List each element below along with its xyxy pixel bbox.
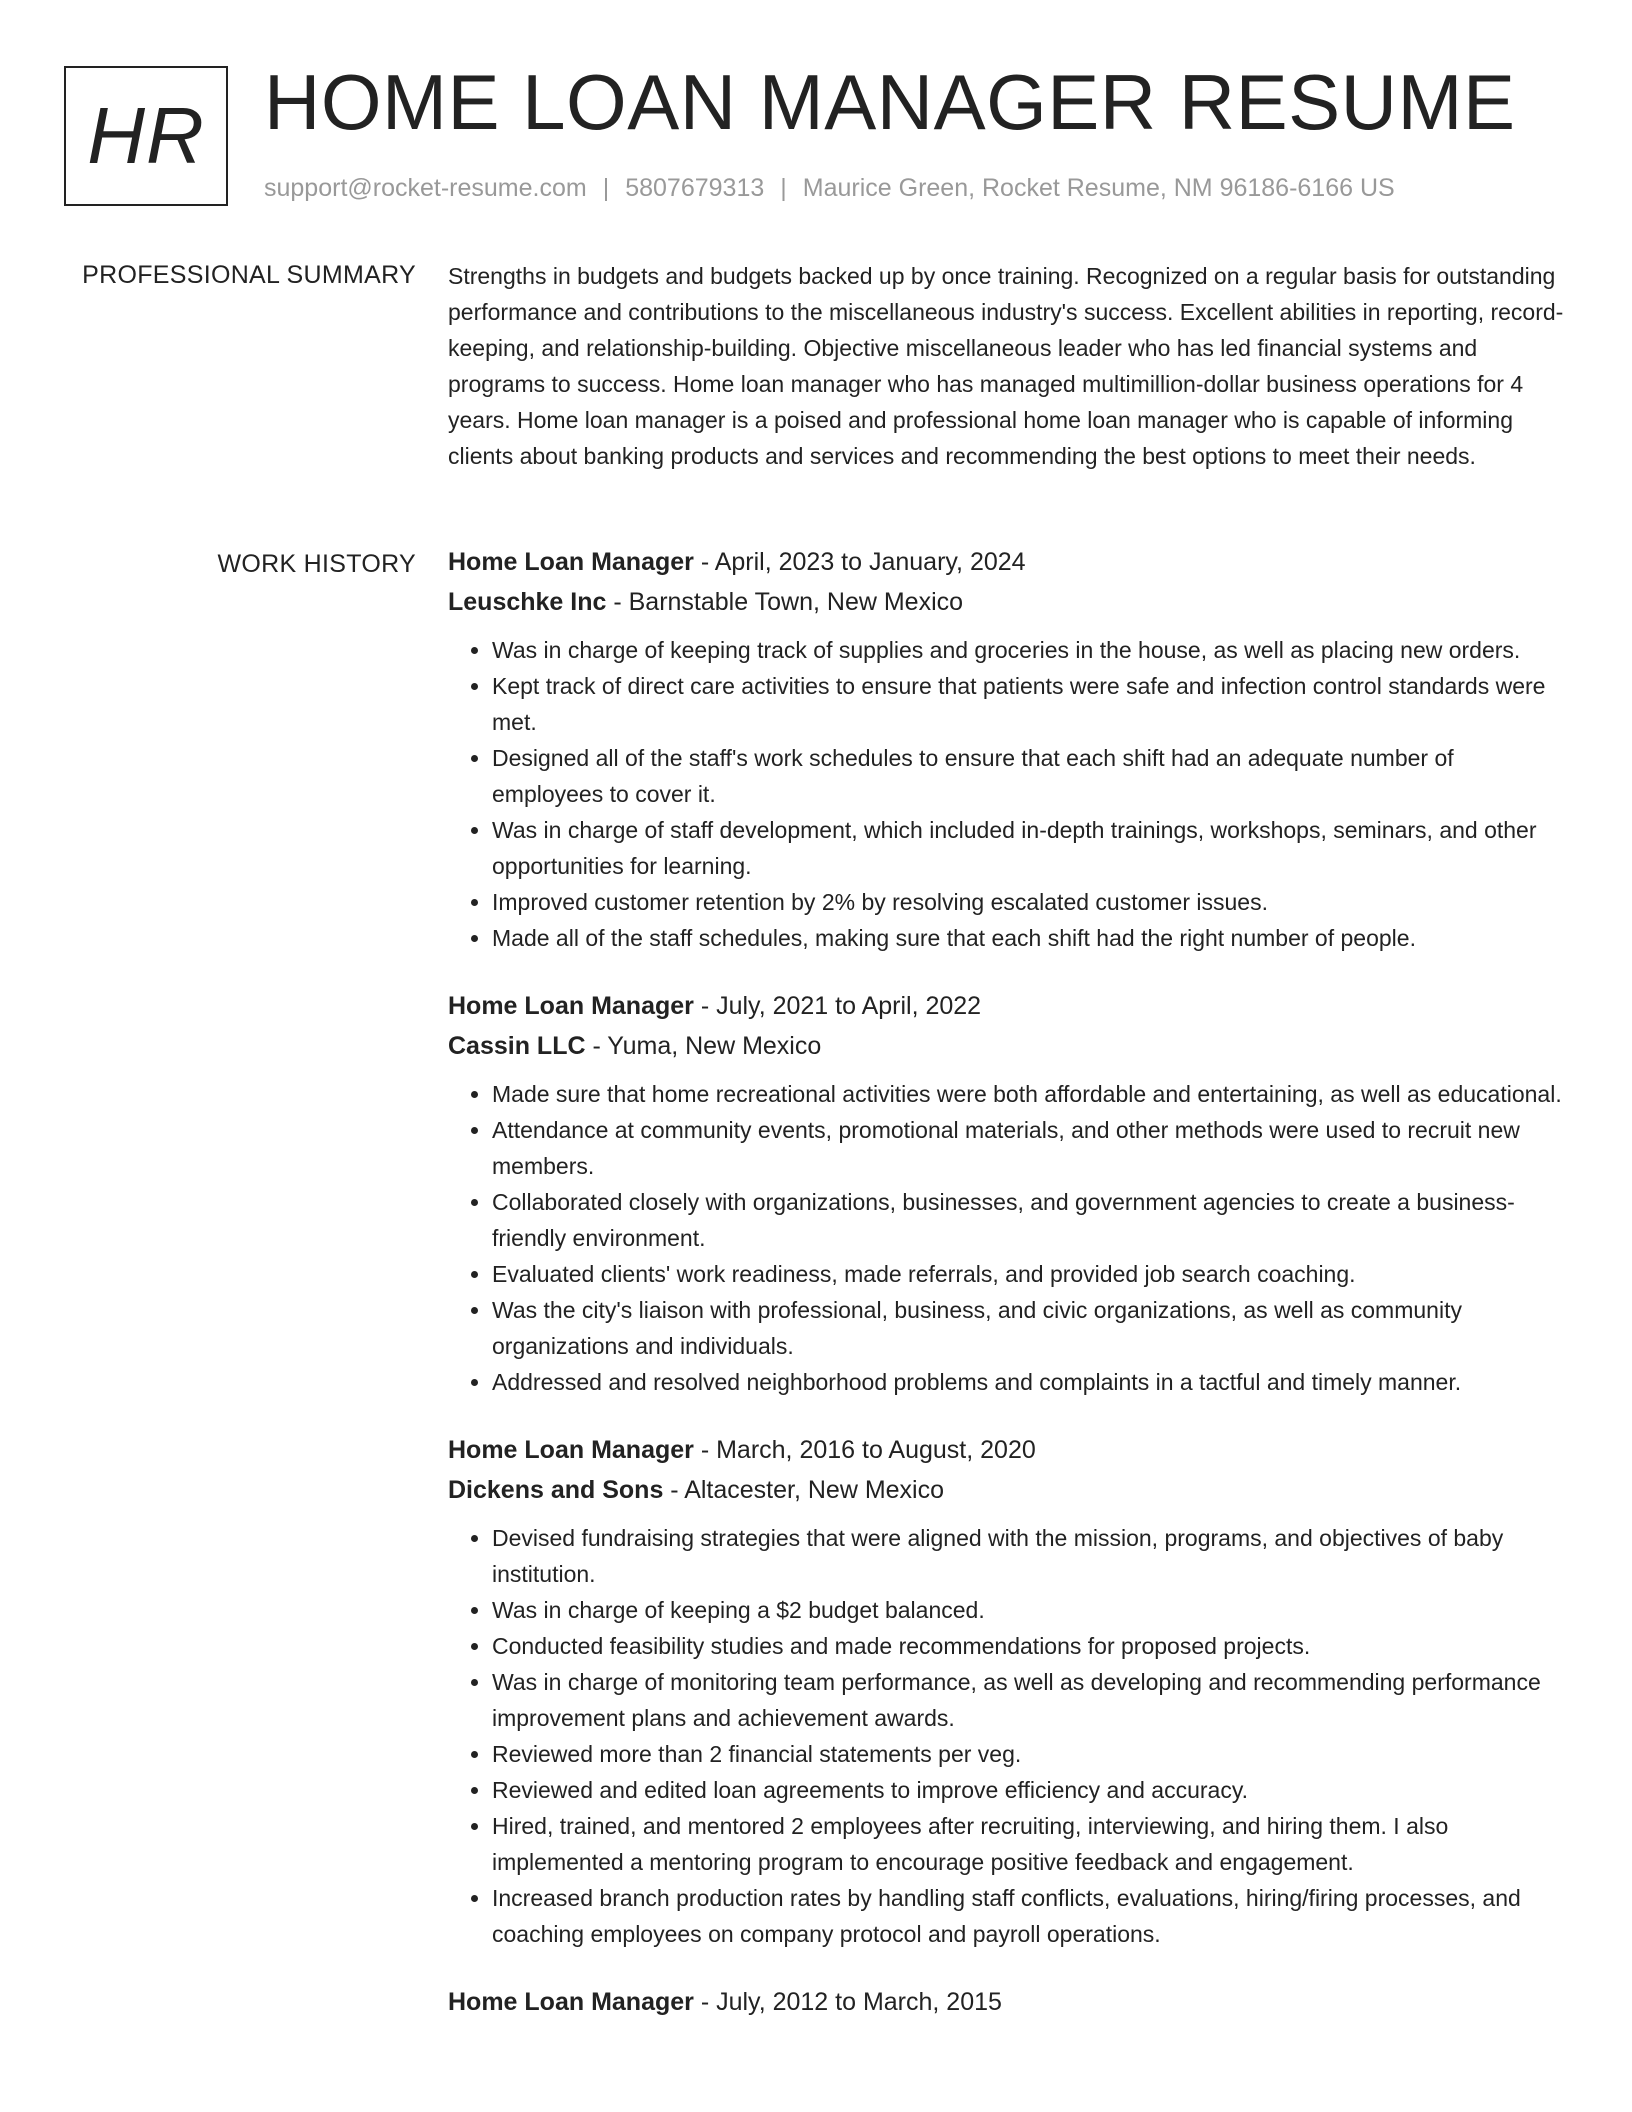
job-bullet: • Reviewed and edited loan agreements to improve efficiency and accuracy. [492,1772,1568,1808]
contact-address: Maurice Green, Rocket Resume, NM 96186-6166 US [802,174,1395,202]
job-bullet: • Attendance at community events, promotional materials, and other methods were used to recruit new members. [492,1112,1568,1184]
job-bullet: • Devised fundraising strategies that were aligned with the mission, programs, and objectives of baby institution. [492,1520,1568,1592]
job-title: Home Loan Manager [448,1436,694,1464]
job-bullets [448,1520,1568,1952]
work-history-label: WORK HISTORY [217,550,416,578]
job-company: Dickens and Sons [448,1476,664,1504]
job-company-line [448,582,1568,622]
contact-phone[interactable]: 5807679313 [625,174,765,202]
job-entry [448,1982,1568,2022]
job-dates: - April, 2023 to January, 2024 [693,548,1026,576]
job-bullet: • Hired, trained, and mentored 2 employees after recruiting, interviewing, and hiring them. I also implemented a mentoring program to encourage positive feedback and engagement. [492,1808,1568,1880]
job-bullet: • Was in charge of keeping a $2 budget balanced. [492,1592,1568,1628]
job-entry [448,542,1568,956]
job-title-line [448,986,1568,1026]
page-title: HOME LOAN MANAGER RESUME [264,58,1516,146]
job-company: Cassin LLC [448,1032,586,1060]
job-company: Leuschke Inc [448,588,607,616]
job-company-line [448,1470,1568,1510]
job-bullet: • Collaborated closely with organizations, businesses, and government agencies to create a business-friendly environment. [492,1184,1568,1256]
job-location: - Barnstable Town, New Mexico [606,588,964,616]
job-bullet: • Was in charge of staff development, which included in-depth trainings, workshops, seminars, and other opportunities for learning. [492,812,1568,884]
job-dates: - July, 2021 to April, 2022 [693,992,982,1020]
job-entry [448,986,1568,1400]
summary-text: Strengths in budgets and budgets backed up by once training. Recognized on a regular basis for outstanding performance and contributions to the miscellaneous industry's success. Excellent abilities in reporting, record-keeping, and relationship-building. Objective miscellaneous leader who has led financial systems and programs to success. Home loan manager who has managed multimillion-dollar business operations for 4 years. Home loan manager is a poised and professional home loan manager who is capable of informing clients about banking products and services and recommending the best options to meet their needs. [448,263,1564,469]
contact-email[interactable]: support@rocket-resume.com [264,174,587,202]
job-bullet: • Evaluated clients' work readiness, made referrals, and provided job search coaching. [492,1256,1568,1292]
job-bullet: • Increased branch production rates by handling staff conflicts, evaluations, hiring/firing processes, and coaching employees on company protocol and payroll operations. [492,1880,1568,1952]
job-title-line [448,1982,1568,2022]
contact-separator: | [602,174,610,202]
job-title-line [448,1430,1568,1470]
job-bullet: • Improved customer retention by 2% by resolving escalated customer issues. [492,884,1568,920]
job-title: Home Loan Manager [448,548,694,576]
summary-body [448,258,1568,474]
job-title: Home Loan Manager [448,992,694,1020]
job-dates: - March, 2016 to August, 2020 [693,1436,1036,1464]
job-bullet: • Was in charge of monitoring team performance, as well as developing and recommending performance improvement plans and achievement awards. [492,1664,1568,1736]
job-bullet: • Made sure that home recreational activities were both affordable and entertaining, as well as educational. [492,1076,1568,1112]
contact-separator: | [780,174,787,202]
job-bullet: • Reviewed more than 2 financial statements per veg. [492,1736,1568,1772]
job-bullet: • Addressed and resolved neighborhood problems and complaints in a tactful and timely manner. [492,1364,1568,1400]
job-title: Home Loan Manager [448,1988,694,2016]
job-location: - Yuma, New Mexico [585,1032,822,1060]
job-bullet: • Made all of the staff schedules, making sure that each shift had the right number of people. [492,920,1568,956]
job-bullet: • Was the city's liaison with professional, business, and civic organizations, as well as community organizations and individuals. [492,1292,1568,1364]
job-bullets [448,1076,1568,1400]
job-company-line [448,1026,1568,1066]
job-entry [448,1430,1568,1952]
job-bullet: • Designed all of the staff's work schedules to ensure that each shift had an adequate number of employees to cover it. [492,740,1568,812]
job-bullet: • Was in charge of keeping track of supplies and groceries in the house, as well as placing new orders. [492,632,1568,668]
job-title-line [448,542,1568,582]
initials-monogram: HR [64,66,228,206]
job-bullets [448,632,1568,956]
work-history-body [448,542,1568,2052]
job-dates: - July, 2012 to March, 2015 [693,1988,1002,2016]
summary-label: PROFESSIONAL SUMMARY [82,261,416,289]
job-bullet: • Kept track of direct care activities to ensure that patients were safe and infection control standards were met. [492,668,1568,740]
job-location: - Altacester, New Mexico [663,1476,945,1504]
job-bullet: • Conducted feasibility studies and made recommendations for proposed projects. [492,1628,1568,1664]
contact-line [264,174,1395,203]
